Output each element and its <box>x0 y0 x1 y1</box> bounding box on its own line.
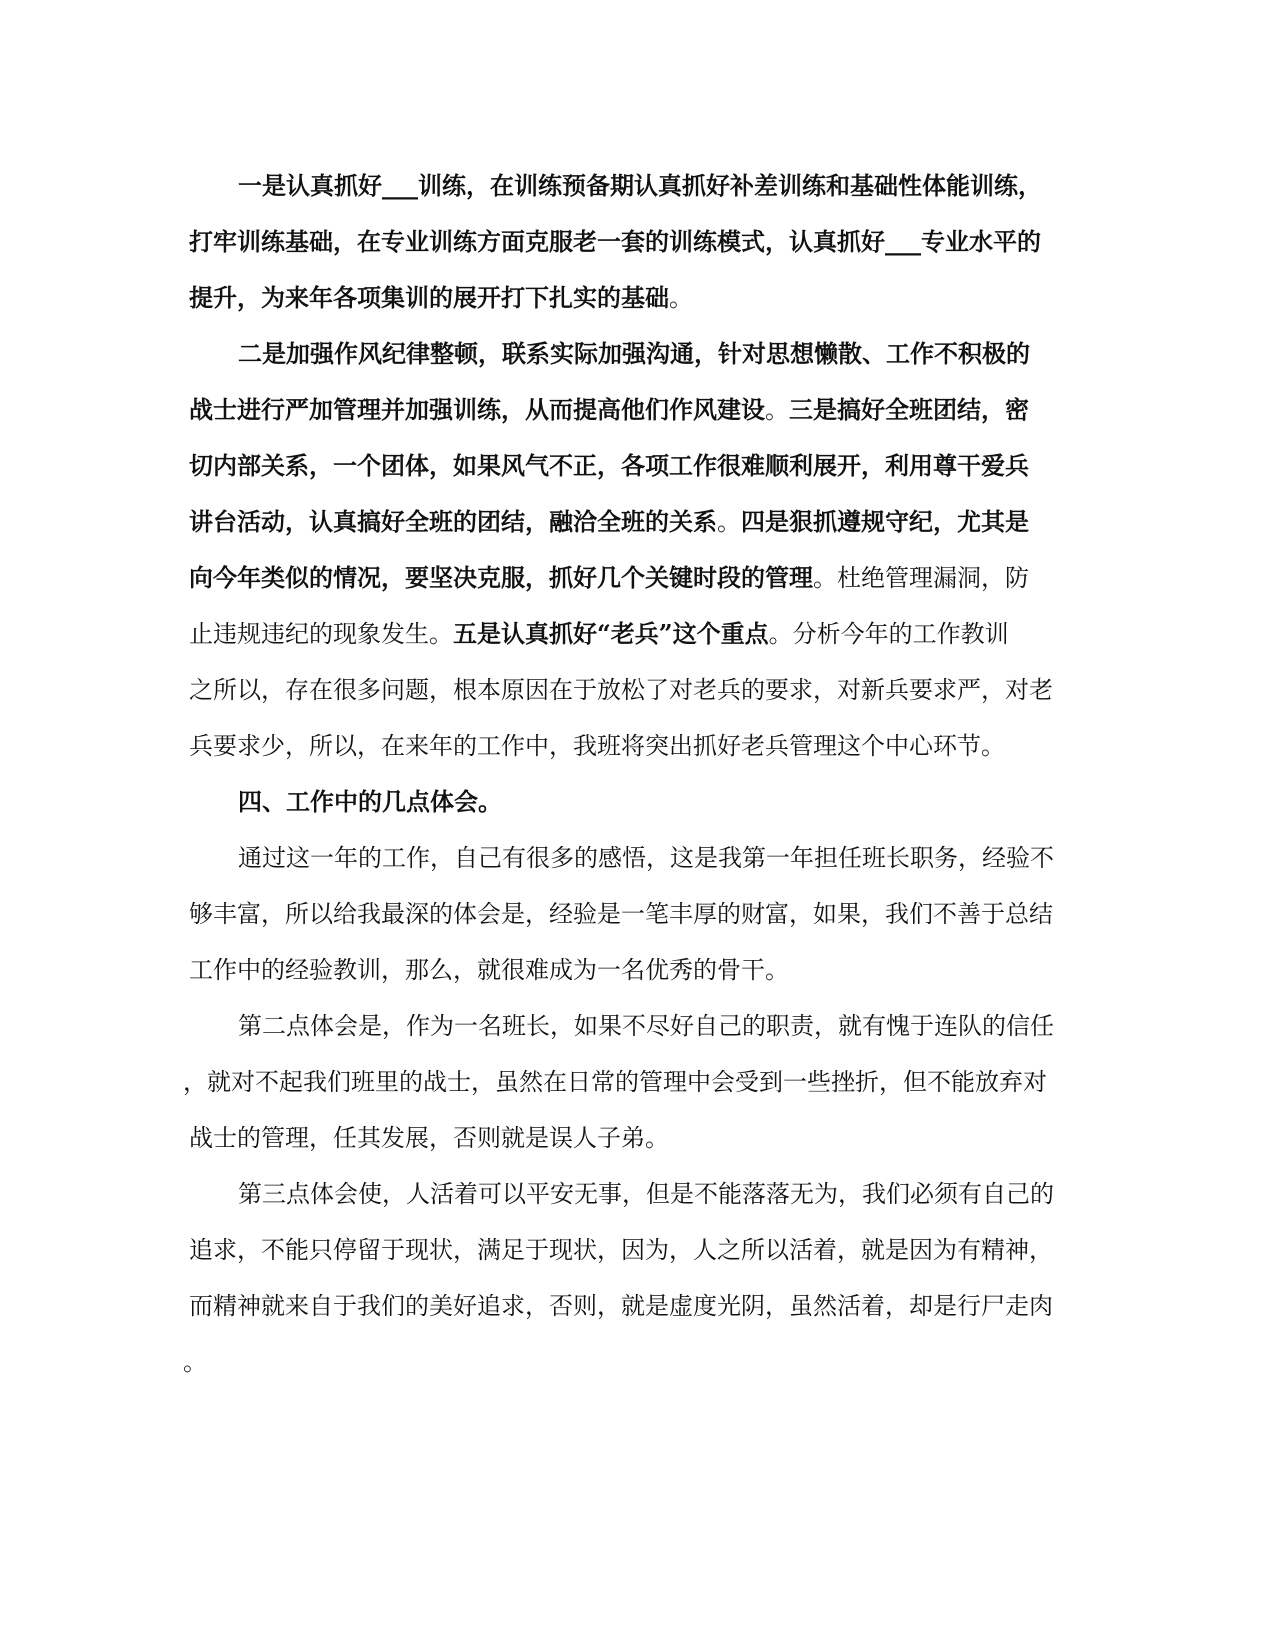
text-segment: 追求，不能只停留于现状，满足于现状，因为，人之所以活着，就是因为有精神， <box>189 1236 1053 1264</box>
text-line <box>189 620 1009 648</box>
text-line <box>189 228 1041 256</box>
text-segment: 战士的管理，任其发展，否则就是误人子弟。 <box>189 1124 669 1152</box>
text-segment: 切内部关系，一个团体，如果风气不正，各项工作很难顺利展开，利用尊干爱兵 <box>189 451 1029 480</box>
text-segment: 工作中的经验教训，那么，就很难成为一名优秀的骨干。 <box>189 956 789 984</box>
text-line <box>238 1180 1054 1208</box>
text-line <box>189 1124 669 1152</box>
text-segment: ，就对不起我们班里的战士，虽然在日常的管理中会受到一些挫折，但不能放弃对 <box>183 1068 1047 1096</box>
text-segment: 二是加强作风纪律整顿，联系实际加强沟通，针对思想懒散、工作不积极的 <box>238 339 1030 368</box>
text-segment: 而精神就来自于我们的美好追求，否则，就是虚度光阴，虽然活着，却是行尸走肉 <box>189 1292 1053 1320</box>
text-line <box>189 508 1029 536</box>
text-segment: 兵要求少，所以，在来年的工作中，我班将突出抓好老兵管理这个中心环节。 <box>189 732 1005 760</box>
text-segment: 四是狠抓遵规守纪，尤其是 <box>741 507 1029 536</box>
text-segment: 战士进行严加管理并加强训练，从而提高他们作风建设 <box>189 395 765 424</box>
text-segment: 一是认真抓好___训练，在训练预备期认真抓好补差训练和基础性体能训练， <box>238 171 1042 200</box>
text-segment: 。 <box>669 284 693 312</box>
text-segment: 。 <box>717 508 741 536</box>
text-line <box>183 1068 1047 1096</box>
text-segment: 。 <box>429 620 453 648</box>
text-segment: 讲台活动，认真搞好全班的团结，融洽全班的关系 <box>189 507 717 536</box>
text-line <box>189 284 693 312</box>
text-line <box>189 900 1053 928</box>
text-line <box>189 396 1029 424</box>
text-segment: 止违规违纪的现象发生 <box>189 620 429 648</box>
text-segment: 之所以，存在很多问题，根本原因在于放松了对老兵的要求，对新兵要求严，对老 <box>189 676 1053 704</box>
text-segment: 五是认真抓好“老兵”这个重点 <box>453 619 769 648</box>
text-segment: 四、工作中的几点体会。 <box>238 787 502 816</box>
text-line <box>189 676 1053 704</box>
text-line <box>238 844 1054 872</box>
text-segment: 够丰富，所以给我最深的体会是，经验是一笔丰厚的财富，如果，我们不善于总结 <box>189 900 1053 928</box>
text-segment: 。分析今年的工作教训 <box>768 620 1009 648</box>
text-segment: 。杜绝管理漏洞，防 <box>813 564 1029 592</box>
text-segment: 第二点体会是，作为一名班长，如果不尽好自己的职责，就有愧于连队的信任 <box>238 1012 1054 1040</box>
text-segment: 三是搞好全班团结，密 <box>789 395 1029 424</box>
text-segment: 打牢训练基础，在专业训练方面克服老一套的训练模式，认真抓好___专业水平的 <box>189 227 1041 256</box>
text-line <box>183 1348 207 1376</box>
text-line <box>189 1236 1053 1264</box>
text-segment: 向今年类似的情况，要坚决克服，抓好几个关键时段的管理 <box>189 563 813 592</box>
text-line <box>189 452 1029 480</box>
text-line <box>238 172 1042 200</box>
section-heading <box>238 788 502 816</box>
text-line <box>189 564 1029 592</box>
text-segment: 通过这一年的工作，自己有很多的感悟，这是我第一年担任班长职务，经验不 <box>238 844 1054 872</box>
text-line <box>238 340 1030 368</box>
text-segment: 。 <box>765 396 789 424</box>
text-segment: 提升，为来年各项集训的展开打下扎实的基础 <box>189 283 669 312</box>
text-line <box>238 1012 1054 1040</box>
text-segment: 。 <box>183 1348 207 1376</box>
text-line <box>189 1292 1053 1320</box>
text-line <box>189 956 789 984</box>
text-line <box>189 732 1005 760</box>
text-segment: 第三点体会使，人活着可以平安无事，但是不能落落无为，我们必须有自己的 <box>238 1180 1054 1208</box>
